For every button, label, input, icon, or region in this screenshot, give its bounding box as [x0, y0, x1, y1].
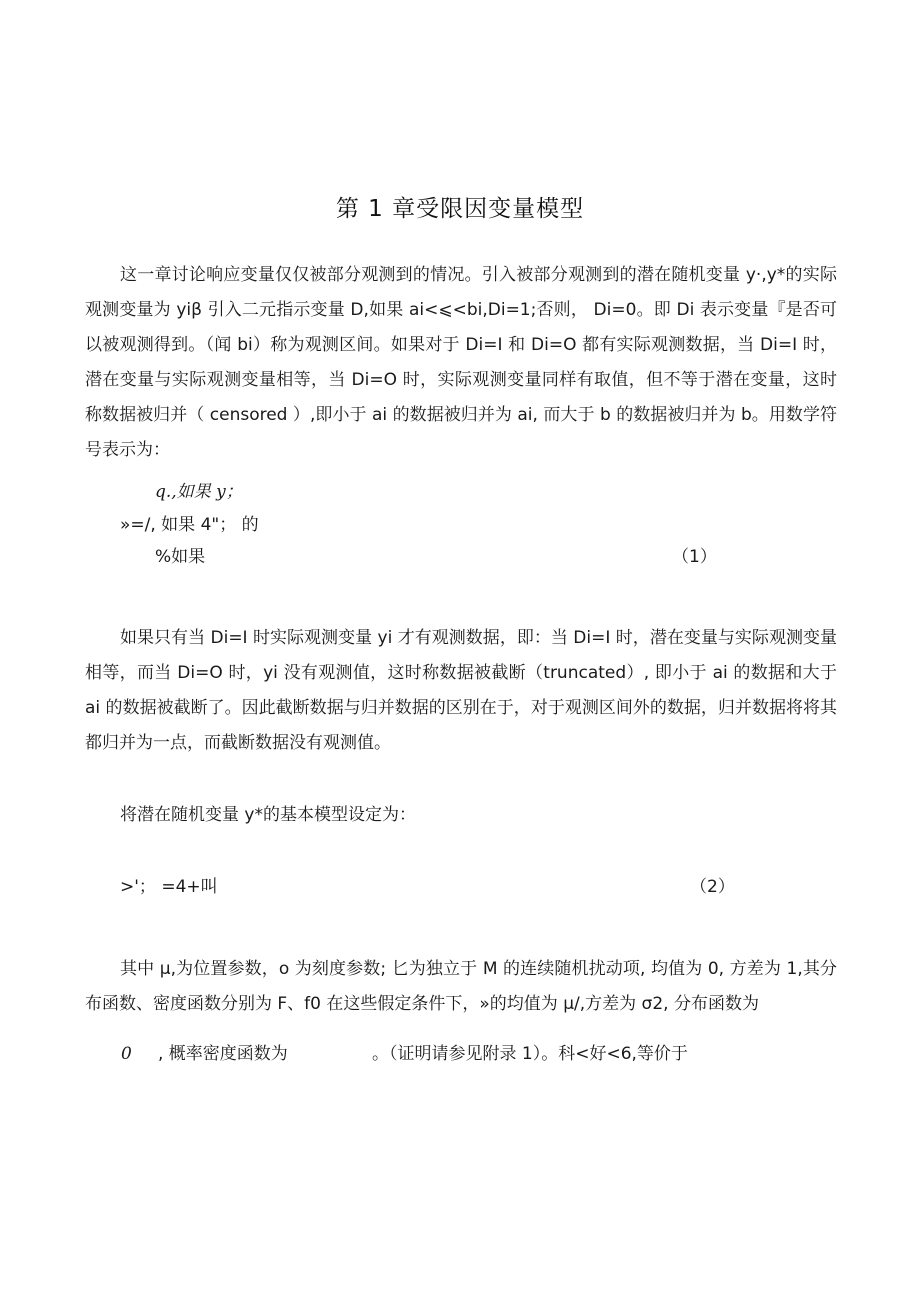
last-line-proof-note: 。（证明请参见附录 1）。科<好<6,等价于: [372, 1044, 688, 1064]
paragraph-intro: 这一章讨论响应变量仅仅被部分观测到的情况。引入被部分观测到的潜在随机变量 y·,y*的实际观测变量为 yiβ 引入二元指示变量 D,如果 ai<⩽<bi,Di=1;否则， Di=0。即 Di 表示变量『是否可以被观测得到。（闻 bi）称为观测区间。如果对于 Di=I 和 Di=O 都有实际观测数据，当 Di=I 时，潜在变量与实际观测变量相等，当 Di=O 时，实际观测变量同样有取值，但不等于潜在变量，这时称数据被归并（ censored ）,即小于 ai 的数据被归并为 ai, 而大于 b 的数据被归并为 b。用数学符号表示为：: [85, 265, 837, 460]
last-line-density: , 概率密度函数为: [158, 1044, 288, 1064]
equation-2: >'； =4+叫: [120, 877, 218, 897]
equation-1-line-3: %如果: [155, 547, 206, 567]
equation-1-line-2: »=/, 如果 4"； 的: [120, 515, 259, 535]
chapter-title: 第 1 章受限因变量模型: [335, 196, 585, 222]
equation-1-number: （1）: [672, 547, 717, 567]
last-line-symbol: 0: [121, 1044, 132, 1064]
equation-1-line-1: q.,如果 y；: [155, 482, 243, 502]
paragraph-distribution: 其中 μ,为位置参数，o 为刻度参数; 匕为独立于 M 的连续随机扰动项, 均值为 0, 方差为 1,其分布函数、密度函数分别为 F、f0 在这些假定条件下，»的均值为 μ/,方差为 σ2, 分布函数为: [85, 959, 837, 1014]
paragraph-model-intro: 将潜在随机变量 y*的基本模型设定为：: [120, 805, 416, 825]
equation-2-number: （2）: [690, 877, 735, 897]
paragraph-truncated: 如果只有当 Di=I 时实际观测变量 yi 才有观测数据，即：当 Di=I 时，潜在变量与实际观测变量相等，而当 Di=O 时，yi 没有观测值，这时称数据被截断（truncated）, 即小于 ai 的数据和大于 ai 的数据被截断了。因此截断数据与归并数据的区别在于，对于观测区间外的数据，归并数据将将其都归并为一点，而截断数据没有观测值。: [85, 628, 837, 753]
